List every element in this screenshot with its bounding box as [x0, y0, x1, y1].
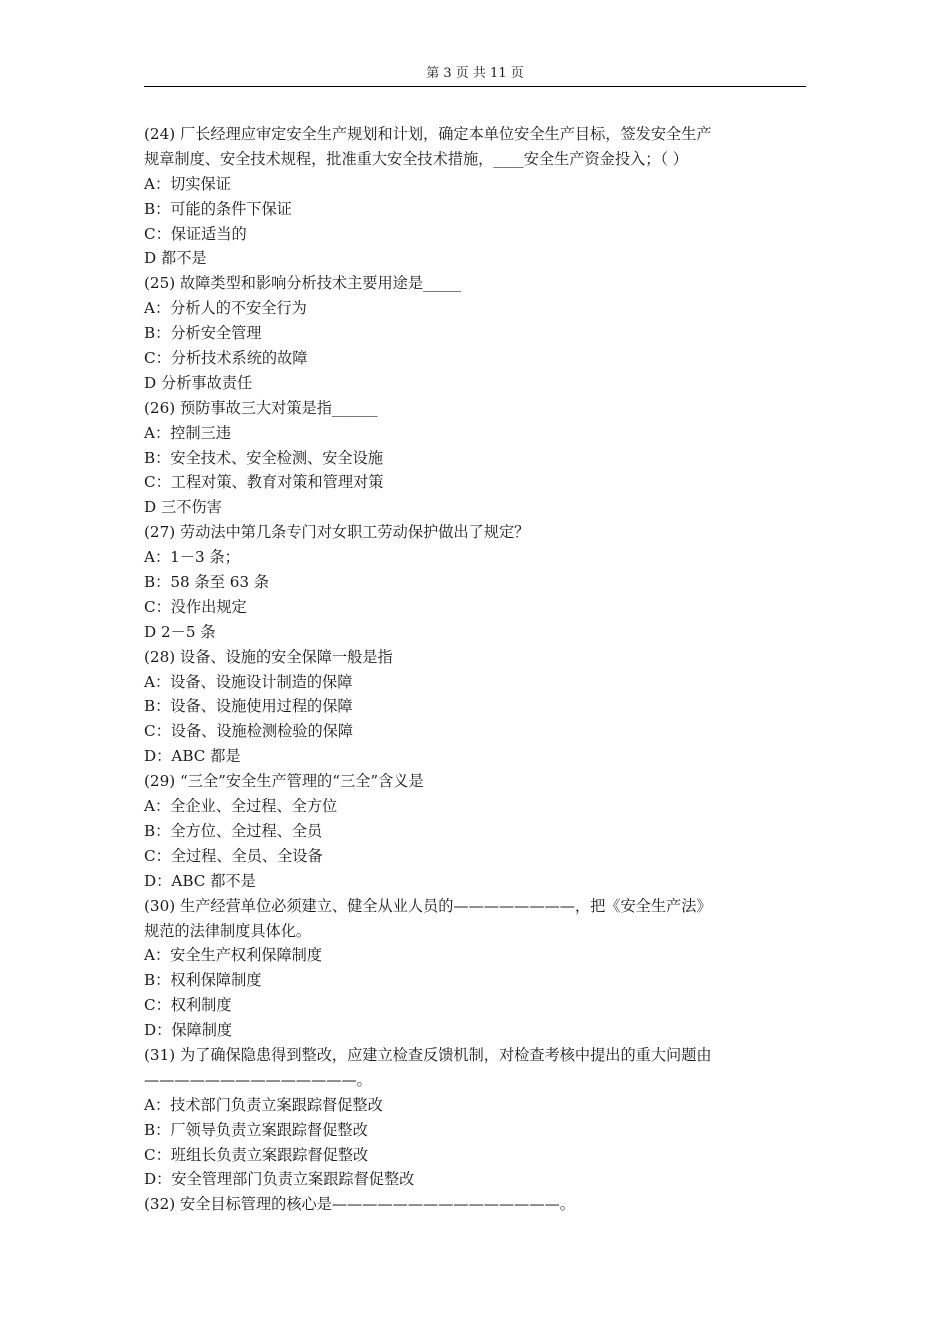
question-list: [144, 122, 808, 1217]
text-line: C：权利制度: [144, 996, 232, 1015]
text-line: A：全企业、全过程、全方位: [144, 797, 338, 816]
text-line: B：权利保障制度: [144, 971, 262, 990]
text-line: C：全过程、全员、全设备: [144, 846, 323, 865]
text-line: A：设备、设施设计制造的保障: [144, 672, 353, 691]
text-line: 规章制度、安全技术规程，批准重大安全技术措施，____安全生产资金投入；（ ）: [144, 149, 688, 168]
page-indicator: 第 3 页 共 11 页: [426, 66, 524, 81]
text-line: (31) 为了确保隐患得到整改，应建立检查反馈机制，对检查考核中提出的重大问题由: [144, 1045, 712, 1064]
text-line: (25) 故障类型和影响分析技术主要用途是_____: [144, 274, 461, 293]
text-line: C：设备、设施检测检验的保障: [144, 722, 354, 741]
text-line: 规范的法律制度具体化。: [144, 921, 312, 940]
text-line: B：58 条至 63 条: [144, 573, 270, 592]
text-line: (32) 安全目标管理的核心是———————————————。: [144, 1195, 575, 1214]
text-line: D 分析事故责任: [144, 373, 253, 392]
text-line: D：ABC 都是: [144, 747, 241, 766]
text-line: (29) “三全”安全生产管理的“三全”含义是: [144, 772, 424, 791]
text-line: B：安全技术、安全检测、安全设施: [144, 448, 383, 467]
text-line: A：安全生产权利保障制度: [144, 946, 323, 965]
text-line: D：ABC 都不是: [144, 871, 256, 890]
text-line: A：1－3 条；: [144, 548, 240, 567]
text-line: B：分析安全管理: [144, 324, 262, 343]
text-line: B：厂领导负责立案跟踪督促整改: [144, 1120, 368, 1139]
text-line: A：切实保证: [144, 174, 231, 193]
text-line: D：保障制度: [144, 1021, 233, 1040]
text-line: D：安全管理部门负责立案跟踪督促整改: [144, 1170, 415, 1189]
text-line: D 三不伤害: [144, 498, 222, 517]
text-line: ——————————————。: [144, 1070, 372, 1089]
text-line: B：全方位、全过程、全员: [144, 821, 323, 840]
text-line: C：保证适当的: [144, 224, 247, 243]
text-line: D 2－5 条: [144, 622, 216, 641]
text-line: (28) 设备、设施的安全保障一般是指: [144, 647, 393, 666]
text-line: C：班组长负责立案跟踪督促整改: [144, 1145, 369, 1164]
header-divider: [144, 86, 806, 87]
text-line: C：分析技术系统的故障: [144, 349, 308, 368]
text-line: C：工程对策、教育对策和管理对策: [144, 473, 384, 492]
text-line: A：控制三违: [144, 423, 231, 442]
text-line: (26) 预防事故三大对策是指______: [144, 398, 378, 417]
text-line: (24) 厂长经理应审定安全生产规划和计划，确定本单位安全生产目标，签发安全生产: [144, 125, 712, 143]
text-line: (30) 生产经营单位必须建立、健全从业人员的————————，把《安全生产法》: [144, 896, 712, 915]
text-line: D 都不是: [144, 249, 207, 268]
text-line: (27) 劳动法中第几条专门对女职工劳动保护做出了规定？: [144, 523, 530, 542]
text-line: C：没作出规定: [144, 597, 247, 616]
text-line: A：分析人的不安全行为: [144, 299, 307, 318]
text-line: B：设备、设施使用过程的保障: [144, 697, 353, 716]
text-line: A：技术部门负责立案跟踪督促整改: [144, 1095, 383, 1114]
text-line: B：可能的条件下保证: [144, 199, 292, 218]
